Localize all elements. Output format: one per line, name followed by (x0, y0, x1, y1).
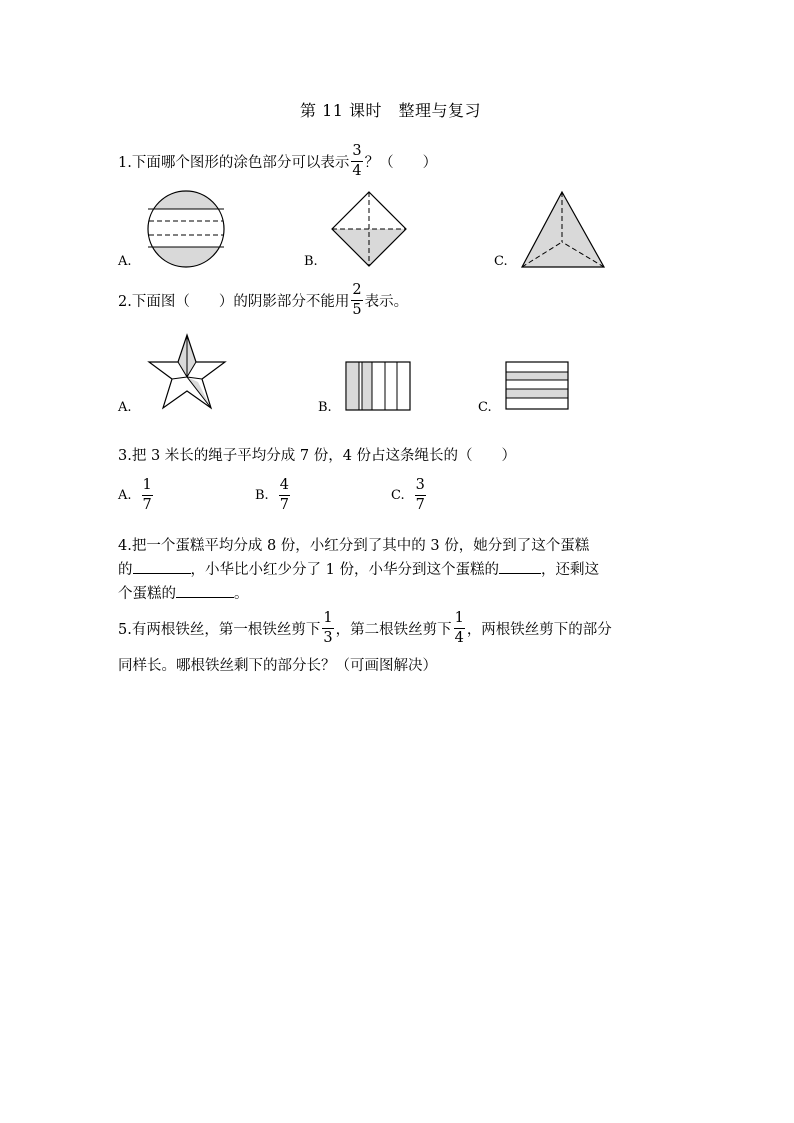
q2-vertical-bars-figure (345, 361, 413, 413)
q1-circle-figure (146, 190, 226, 270)
fraction-denominator: 4 (352, 162, 362, 179)
q4-text-segment: 个蛋糕的 (118, 586, 176, 602)
fraction-numerator: 3 (415, 478, 426, 496)
q1-triangle-figure (520, 190, 610, 270)
question-5-fraction-2 (454, 611, 465, 645)
q5-text-segment: ，第二根铁丝剪下 (335, 621, 452, 638)
question-5-fraction-1 (322, 611, 333, 645)
question-4-line-1: 4.把一个蛋糕平均分成 8 份，小红分到了其中的 3 份，她分到了这个蛋糕 (118, 538, 590, 554)
question-2-text: 2.下面图（ ）的阴影部分不能用 (118, 293, 350, 310)
answer-blank-3[interactable] (176, 583, 234, 598)
fraction-denominator: 7 (142, 496, 152, 513)
q2-option-b-label: B. (318, 400, 332, 415)
q1-option-b-label: B. (304, 254, 318, 269)
answer-blank-1[interactable] (133, 559, 191, 574)
question-4-line-3 (118, 582, 249, 603)
fraction-numerator: 1 (322, 611, 333, 629)
band-shaded-2 (506, 389, 568, 398)
bar-shaded-2 (362, 362, 372, 410)
q4-text-segment: ，还剩这 (540, 562, 599, 578)
q3-option-a-fraction (142, 478, 153, 512)
fraction-denominator: 7 (415, 496, 425, 513)
question-1-fraction (351, 144, 362, 178)
fraction-numerator: 1 (454, 611, 465, 629)
q3-option-c-label: C. (391, 487, 405, 503)
fraction-denominator: 7 (279, 496, 289, 513)
question-5-line-2: 同样长。哪根铁丝剩下的部分长？（可画图解决） (118, 658, 437, 674)
q4-text-segment: 。 (234, 586, 249, 602)
q3-option-b (255, 478, 292, 512)
fraction-numerator: 1 (142, 478, 153, 496)
band-shaded-1 (506, 372, 568, 380)
bar-shaded-1 (347, 362, 359, 410)
question-1-answer-paren: ？（ ） (364, 154, 438, 171)
answer-blank-2[interactable] (499, 559, 541, 574)
q3-option-c (391, 478, 428, 512)
fraction-denominator: 3 (323, 629, 333, 646)
fraction-numerator: 2 (351, 283, 362, 301)
question-3-text: 3.把 3 米长的绳子平均分成 7 份，4 份占这条绳长的（ ） (118, 448, 517, 464)
question-4-line-2 (118, 558, 599, 579)
fraction-denominator: 5 (352, 301, 362, 318)
q1-option-c-label: C. (494, 254, 508, 269)
q3-option-b-fraction (279, 478, 290, 512)
q5-text-segment: 5.有两根铁丝，第一根铁丝剪下 (118, 621, 321, 638)
question-1 (118, 144, 437, 178)
triangle-shaded (522, 192, 604, 267)
question-2 (118, 283, 408, 317)
q1-option-a-label: A. (118, 254, 132, 269)
q5-text-segment: ，两根铁丝剪下的部分 (466, 621, 612, 638)
fraction-denominator: 4 (454, 629, 464, 646)
q3-option-a (118, 478, 155, 512)
q3-option-b-label: B. (255, 487, 269, 503)
q4-text-segment: 的 (118, 562, 133, 578)
q3-option-c-fraction (415, 478, 426, 512)
circle-top-shaded (146, 190, 226, 209)
q4-text-segment: ，小华比小红少分了 1 份，小华分到这个蛋糕的 (190, 562, 499, 578)
question-2-fraction (351, 283, 362, 317)
q3-option-a-label: A. (118, 487, 132, 503)
q2-option-c-label: C. (478, 400, 492, 415)
q2-horizontal-bands-figure (505, 361, 571, 413)
question-1-text: 1.下面哪个图形的涂色部分可以表示 (118, 154, 350, 171)
fraction-numerator: 4 (279, 478, 290, 496)
fraction-numerator: 3 (351, 144, 362, 162)
question-2-tail: 表示。 (364, 293, 409, 310)
question-5-line-1 (118, 611, 612, 645)
q2-star-figure (148, 334, 230, 414)
q1-diamond-figure (331, 191, 411, 271)
page-title: 第 11 课时 整理与复习 (300, 101, 482, 120)
q2-option-a-label: A. (118, 400, 132, 415)
